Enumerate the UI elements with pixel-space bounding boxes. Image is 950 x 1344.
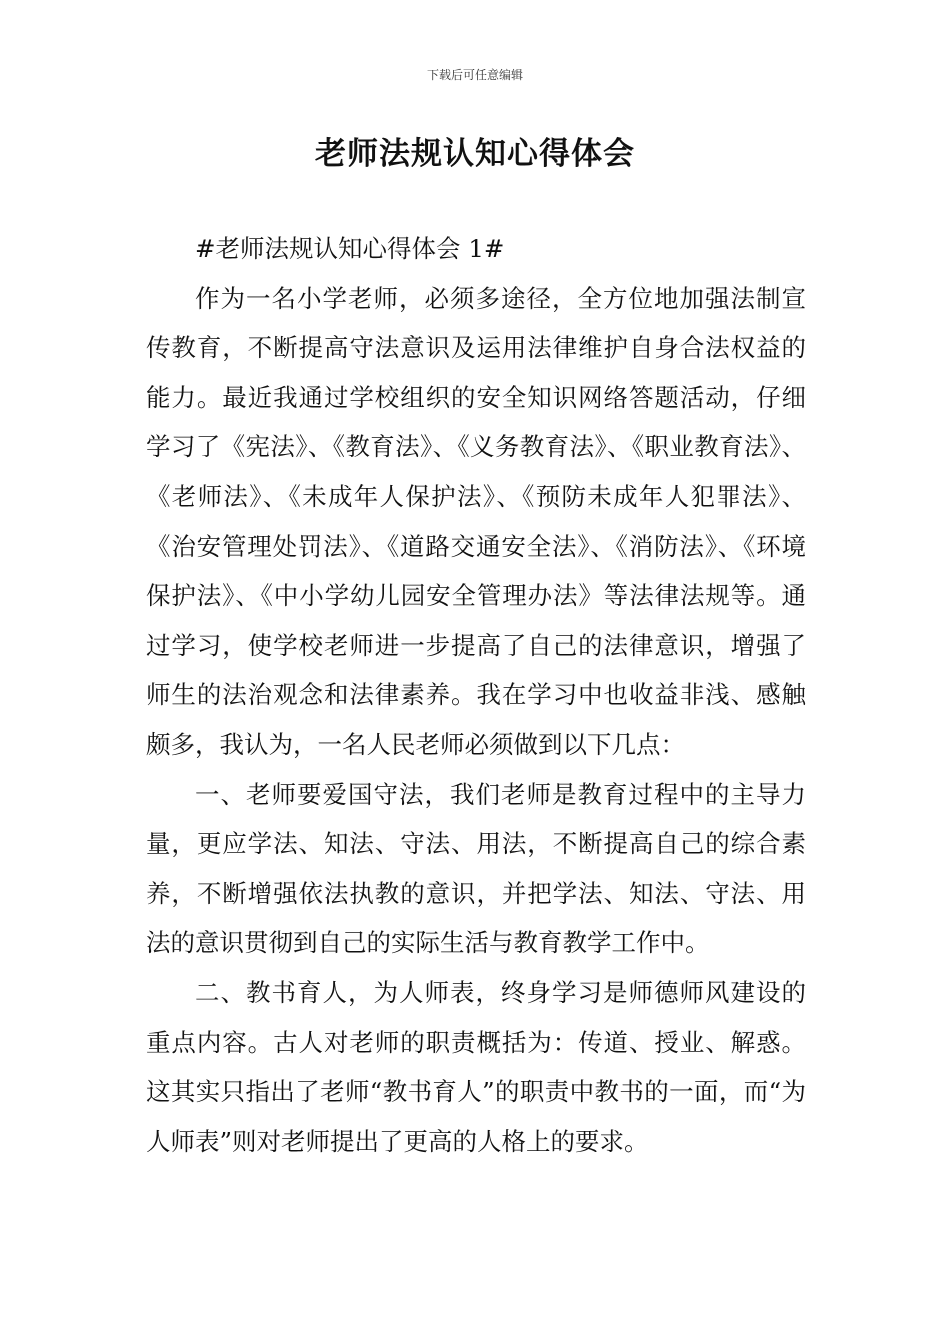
header-note: 下载后可任意编辑 <box>426 68 523 82</box>
paragraph-point-two: 二、教书育人，为人师表，终身学习是师德师风建设的重点内容。古人对老师的职责概括为：传道、授业、解惑。这其实只指出了老师“教书育人”的职责中教书的一面，而“为人师表”则对老师提出了更高的人格上的要求。 <box>146 977 806 1156</box>
paragraph-point-one: 一、老师要爱国守法，我们老师是教育过程中的主导力量，更应学法、知法、守法、用法，不断提高自己的综合素养，不断增强依法执教的意识，并把学法、知法、守法、用法的意识贯彻到自己的实际生活与教育教学工作中。 <box>146 779 806 958</box>
document-title: 老师法规认知心得体会 <box>315 136 635 172</box>
section-heading: #老师法规认知心得体会 1# <box>195 234 505 263</box>
paragraph-intro: 作为一名小学老师，必须多途径，全方位地加强法制宣传教育，不断提高守法意识及运用法律维护自身合法权益的能力。最近我通过学校组织的安全知识网络答题活动，仔细学习了《宪法》、《教育法》、《义务教育法》、《职业教育法》、《老师法》、《未成年人保护法》、《预防未成年人犯罪法》、《治安管理处罚法》、《道路交通安全法》、《消防法》、《环境保护法》、《中小学幼儿园安全管理办法》等法律法规等。通过学习，使学校老师进一步提高了自己的法律意识，增强了师生的法治观念和法律素养。我在学习中也收益非浅、感触颇多，我认为，一名人民老师必须做到以下几点： <box>146 283 806 759</box>
document-body <box>146 224 806 1166</box>
